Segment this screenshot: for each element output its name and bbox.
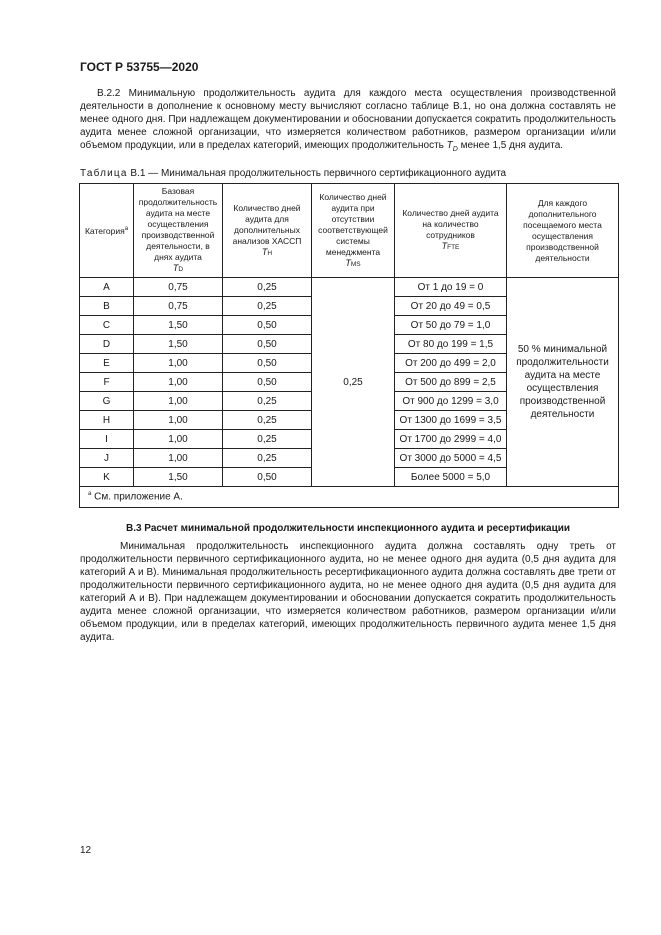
no-system-value: 0,25: [312, 278, 395, 487]
table-row: C 1,50 0,50 От 50 до 79 = 1,0: [80, 316, 619, 335]
section-b3-title: В.3 Расчет минимальной продолжительности инспекционного аудита и ресертификации: [125, 523, 571, 534]
header-haccp: Количество дней аудита для дополнительных анализов ХАССП TH: [223, 184, 312, 278]
symbol-td: $T_D$: [446, 140, 458, 153]
paragraph-b22-text: В.2.2 Минимальную продолжительность аудита для каждого места осуществления производственной деятельности в дополнение к основному месту вычисляют согласно таблице В.1, но она должна составлять не менее одного дня. При надлежащем документировании и обосновании допускается сократить продолжительность аудита менее сложной организации, что измеряется количеством работников, размером организации и/или объемом продукции, или в пределах категорий, имеющих продолжительность: [80, 88, 616, 151]
table-footnote: $^a$ См. приложение А.: [80, 487, 619, 508]
header-category: Категория$^a$: [80, 184, 134, 278]
page-number: 12: [80, 845, 92, 856]
table-row: G 1,00 0,25 От 900 до 1299 = 3,0: [80, 392, 619, 411]
header-no-system: Количество дней аудита при отсутствии соответствующей системы менеджмента TMS: [312, 184, 395, 278]
table-row: F 1,00 0,50 От 500 до 899 = 2,5: [80, 373, 619, 392]
table-row: K 1,50 0,50 Более 5000 = 5,0: [80, 468, 619, 487]
table-caption-label: Таблица: [80, 168, 128, 179]
header-staff: Количество дней аудита на количество сотрудников TFTE: [395, 184, 507, 278]
table-caption: [80, 168, 506, 179]
paragraph-b22-end: менее 1,5 дня аудита.: [457, 140, 564, 151]
header-base-duration: Базовая продолжительность аудита на месте осуществления производственной деятельности, в днях аудита TD: [134, 184, 223, 278]
table-row: A 0,75 0,25 0,25 От 1 до 19 = 0 50 % минимальной продолжительности аудита на месте осуществления производственной деятельности: [80, 278, 619, 297]
header-extra-site: Для каждого дополнительного посещаемого места осуществления производственной деятельности: [507, 184, 619, 278]
document-header: ГОСТ Р 53755—2020: [80, 60, 199, 74]
table-row: H 1,00 0,25 От 1300 до 1699 = 3,5: [80, 411, 619, 430]
table-row: E 1,00 0,50 От 200 до 499 = 2,0: [80, 354, 619, 373]
table-row: B 0,75 0,25 От 20 до 49 = 0,5: [80, 297, 619, 316]
table-row: D 1,50 0,50 От 80 до 199 = 1,5: [80, 335, 619, 354]
table-row: I 1,00 0,25 От 1700 до 2999 = 4,0: [80, 430, 619, 449]
extra-site-value: 50 % минимальной продолжительности аудита на месте осуществления производственной деятельности: [507, 278, 619, 487]
paragraph-b22: [80, 87, 616, 156]
table-row: J 1,00 0,25 От 3000 до 5000 = 4,5: [80, 449, 619, 468]
section-b3-text: Минимальная продолжительность инспекционного аудита должна составлять одну треть от продолжительности первичного сертификационного аудита, но не менее одного дня аудита (0,5 дня аудита для категорий А и В). Минимальная продолжительность ресертификационного аудита должна составлять две трети от продолжительности первичного сертификационного аудита, но не менее одного дня аудита (0,5 дня аудита для категорий А и В). При надлежащем документировании и обосновании допускается сократить продолжительность аудита менее сложной организации, что измеряется количеством работников, размером организации и/или объемом продукции, или в пределах категорий, имеющих продолжительность первичного аудита менее 1,5 дня аудита.: [80, 541, 616, 643]
audit-duration-table: [79, 183, 619, 508]
table-caption-text: В.1 — Минимальная продолжительность первичного сертификационного аудита: [130, 168, 507, 179]
